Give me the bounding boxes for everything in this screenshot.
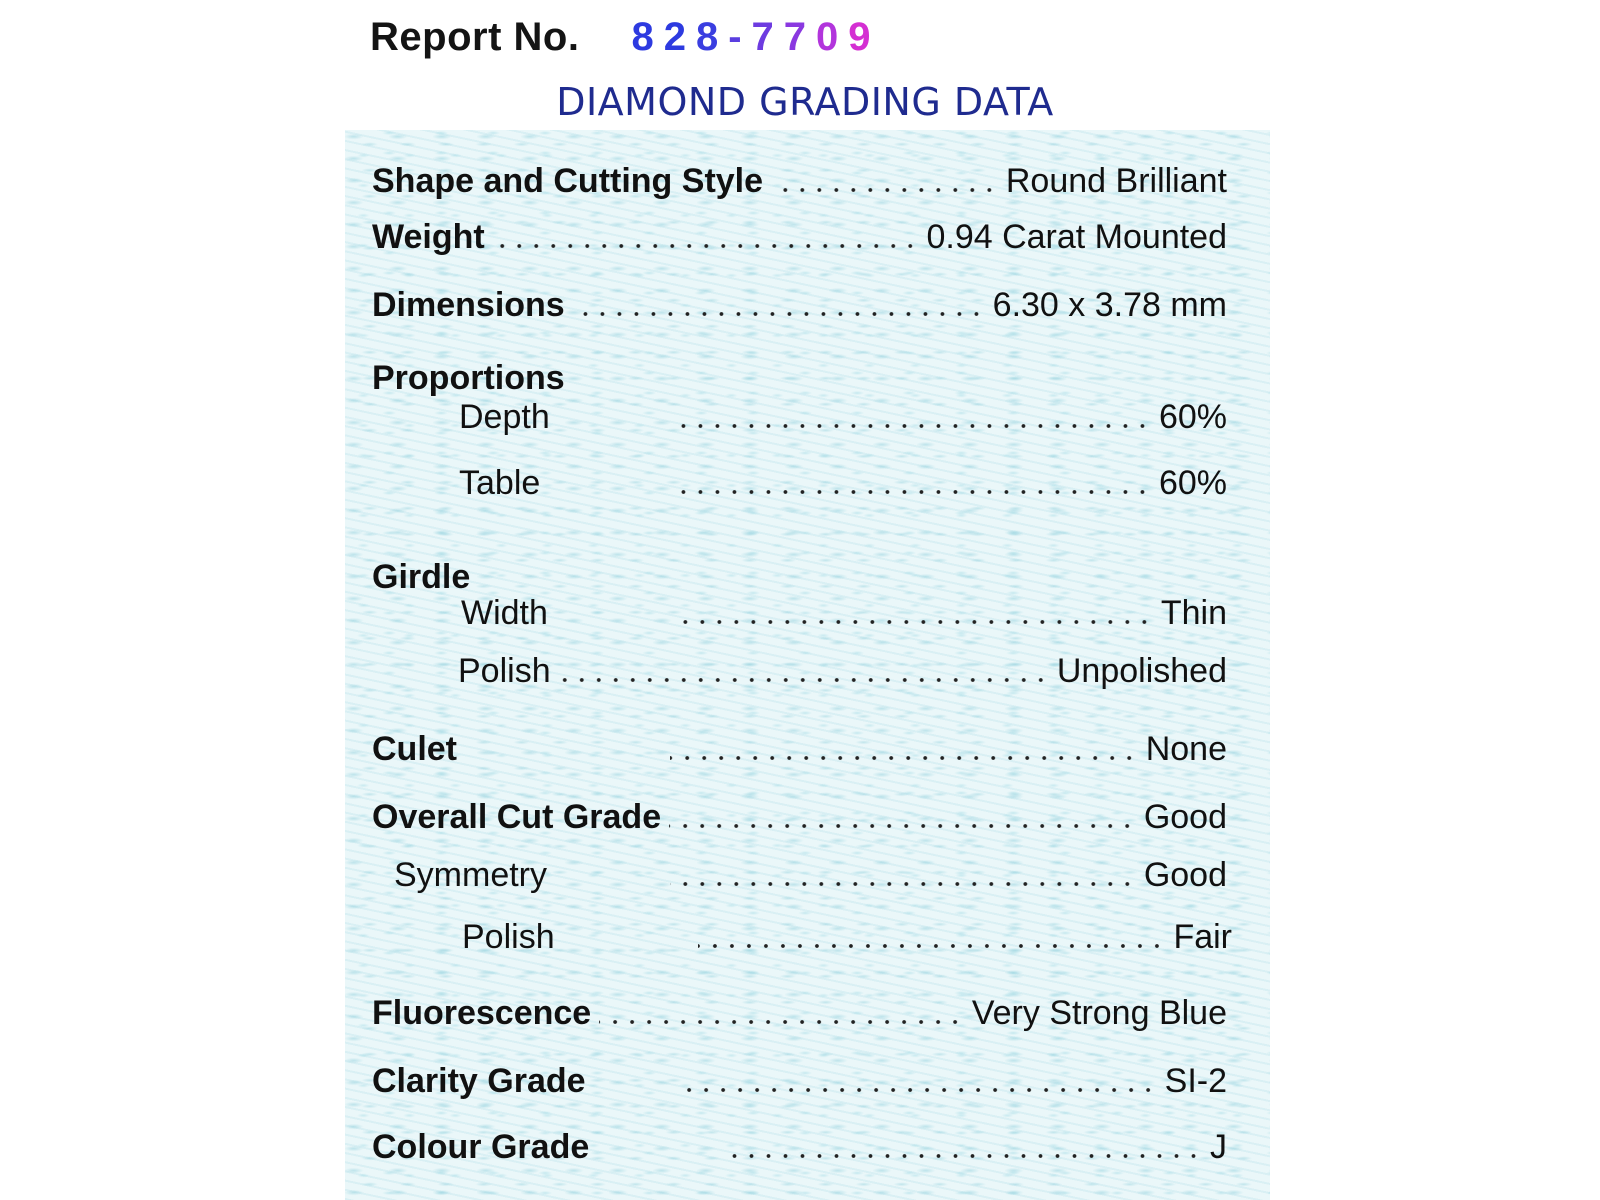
girdle-polish-row	[458, 642, 1227, 688]
culet-value: None	[1145, 730, 1227, 768]
report-number-char: 0	[816, 14, 849, 59]
leader-dots	[730, 1153, 1202, 1159]
leader-dots	[677, 423, 1151, 429]
report-number-char: 8	[695, 14, 729, 59]
girdle-width-label: Width	[461, 594, 548, 632]
leader-dots	[771, 187, 998, 193]
table-label: Table	[459, 464, 541, 502]
symmetry-row	[394, 846, 1227, 892]
leader-dots	[573, 311, 985, 317]
overall-cut-label: Overall Cut Grade	[372, 798, 662, 836]
report-number-label: Report No.	[370, 14, 580, 59]
report-number-char: -	[728, 14, 752, 59]
shape-value: Round Brilliant	[1005, 162, 1227, 200]
report-number-char: 7	[751, 14, 784, 59]
cut-polish-row	[462, 908, 1232, 954]
fluorescence-row	[372, 984, 1227, 1030]
page-title: DIAMOND GRADING DATA	[556, 80, 1054, 124]
colour-row	[372, 1118, 1227, 1164]
clarity-value: SI-2	[1164, 1062, 1227, 1100]
clarity-label: Clarity Grade	[372, 1062, 586, 1100]
dimensions-row	[372, 276, 1227, 322]
girdle-width-row	[461, 584, 1227, 630]
leader-dots	[680, 1087, 1157, 1093]
dimensions-value: 6.30 x 3.78 mm	[992, 286, 1227, 324]
report-number-char: 8	[631, 14, 664, 59]
shape-label: Shape and Cutting Style	[372, 162, 764, 200]
depth-label: Depth	[459, 398, 550, 436]
leader-dots	[670, 755, 1138, 761]
clarity-row	[372, 1052, 1227, 1098]
girdle-polish-label: Polish	[458, 652, 551, 690]
overall-cut-row	[372, 788, 1227, 834]
leader-dots	[599, 1019, 964, 1025]
shape-row	[372, 152, 1227, 198]
overall-cut-value: Good	[1143, 798, 1227, 836]
table-row	[459, 454, 1227, 500]
cut-polish-value: Fair	[1173, 918, 1232, 956]
report-number-header	[370, 12, 881, 62]
leader-dots	[698, 943, 1165, 949]
fluorescence-label: Fluorescence	[372, 994, 592, 1032]
leader-dots	[669, 823, 1136, 829]
dimensions-label: Dimensions	[372, 286, 565, 324]
proportions-heading: Proportions	[372, 359, 565, 397]
weight-row	[372, 208, 1227, 254]
culet-label: Culet	[372, 730, 457, 768]
report-number-value	[631, 15, 880, 60]
cut-polish-label: Polish	[462, 918, 555, 956]
girdle-polish-value: Unpolished	[1056, 652, 1227, 690]
depth-row	[459, 388, 1227, 434]
colour-label: Colour Grade	[372, 1128, 590, 1166]
girdle-heading: Girdle	[372, 558, 471, 596]
girdle-width-value: Thin	[1160, 594, 1227, 632]
leader-dots	[670, 881, 1136, 887]
report-number-char: 2	[663, 14, 696, 59]
weight-value: 0.94 Carat Mounted	[926, 218, 1227, 256]
symmetry-value: Good	[1143, 856, 1227, 894]
weight-label: Weight	[372, 218, 485, 256]
report-number-char: 7	[783, 14, 817, 59]
fluorescence-value: Very Strong Blue	[971, 994, 1227, 1032]
colour-value: J	[1210, 1128, 1227, 1166]
leader-dots	[493, 243, 919, 249]
leader-dots	[677, 489, 1151, 495]
symmetry-label: Symmetry	[394, 856, 547, 894]
report-number-char: 9	[848, 14, 881, 59]
depth-value: 60%	[1158, 398, 1227, 436]
leader-dots	[679, 619, 1153, 625]
leader-dots	[559, 677, 1049, 683]
table-value: 60%	[1158, 464, 1227, 502]
culet-row	[372, 720, 1227, 766]
